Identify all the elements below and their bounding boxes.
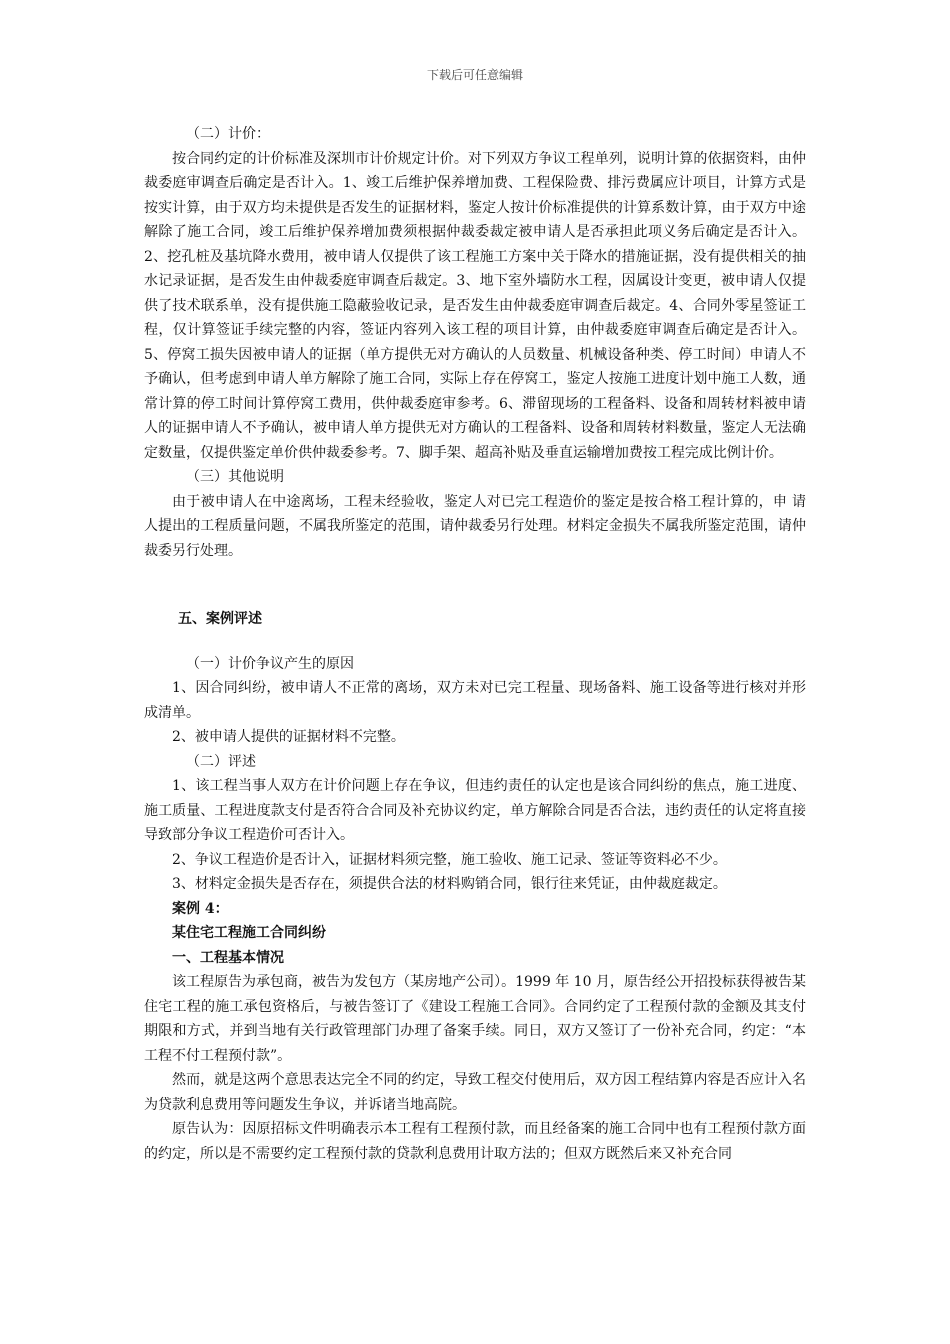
paragraph: 2、被申请人提供的证据材料不完整。 [172,729,405,745]
paragraph: 1、该工程当事人双方在计价问题上存在争议，但违约责任的认定也是该合同纠纷的焦点，施工进度、施工质量、工程进度款支付是否符合合同及补充协议约定，单方解除合同是否合法，违约责任的认定将直接导致部分争议工程造价可否计入。 [144,778,806,843]
section-heading: 某住宅工程施工合同纠纷 [172,925,326,941]
paragraph: 由于被申请人在中途离场，工程未经验收，鉴定人对已完工程造价的鉴定是按合格工程计算的，申 请人提出的工程质量问题，不属我所鉴定的范围，请仲裁委另行处理。材料定金损失不属我所鉴定范围，请仲裁委另行处理。 [144,493,806,559]
paragraph: 3、材料定金损失是否存在，须提供合法的材料购销合同，银行往来凭证，由仲裁庭裁定。 [172,876,727,892]
paragraph: 原告认为：因原招标文件明确表示本工程有工程预付款，而且经备案的施工合同中也有工程预付款方面的约定，所以是不需要约定工程预付款的贷款利息费用计取方法的；但双方既然后来又补充合同 [144,1121,806,1162]
section-heading: 一、工程基本情况 [172,949,284,966]
paragraph: （一）计价争议产生的原因 [186,655,354,672]
document-body [144,122,806,1166]
paragraph: （二）评述 [186,753,256,770]
spacer [144,632,806,652]
paragraph: 该工程原告为承包商，被告为发包方（某房地产公司）。1999 年 10 月，原告经公开招投标获得被告某住宅工程的施工承包资格后，与被告签订了《建设工程施工合同》。合同约定了工程预付款的金额及其支付期限和方式，并到当地有关行政管理部门办理了备案手续。同日，双方又签订了一份补充合同，约定：“本工程不付工程预付款”。 [144,974,806,1064]
paragraph: （三）其他说明 [186,469,284,485]
paragraph: 然而，就是这两个意思表达完全不同的约定，导致工程交付使用后，双方因工程结算内容是否应计入名为贷款利息费用等问题发生争议，并诉诸当地高院。 [144,1072,806,1113]
paragraph: 按合同约定的计价标准及深圳市计价规定计价。对下列双方争议工程单列，说明计算的依据资料，由仲裁委庭审调查后确定是否计入。1、竣工后维护保养增加费、工程保险费、排污费属应计项目，计算方式是按实计算，由于双方均未提供是否发生的证据材料，鉴定人按计价标准提供的计算系数计算，由于双方中途解除了施工合同，竣工后维护保养增加费须根据仲裁委裁定被申请人是否承担此项义务后确定是否计入。2、挖孔桩及基坑降水费用，被申请人仅提供了该工程施工方案中关于降水的措施证据，没有提供相关的抽水记录证据，是否发生由仲裁委庭审调查后裁定。3、地下室外墙防水工程，因属设计变更，被申请人仅提供了技术联系单，没有提供施工隐蔽验收记录，是否发生由仲裁委庭审调查后裁定。4、合同外零星签证工程，仅计算签证手续完整的内容，签证内容列入该工程的项目计算，由仲裁委庭审调查后确定是否计入。5、停窝工损失因被申请人的证据（单方提供无对方确认的人员数量、机械设备种类、停工时间）申请人不予确认，但考虑到申请人单方解除了施工合同，实际上存在停窝工，鉴定人按施工进度计划中施工人数，通常计算的停工时间计算停窝工费用，供仲裁委庭审参考。6、滞留现场的工程备料、设备和周转材料被申请人的证据申请人不予确认，被申请人单方提供无对方确认的工程备料、设备和周转材料数量，鉴定人无法确定数量，仅提供鉴定单价供仲裁委参考。7、脚手架、超高补贴及垂直运输增加费按工程完成比例计价。 [144,150,806,461]
paragraph: （二）计价： [186,126,270,142]
page-header: 下载后可任意编辑 [426,68,523,82]
section-heading: 五、案例评述 [178,611,262,627]
section-heading: 案例 4： [172,900,229,917]
paragraph: 2、争议工程造价是否计入，证据材料须完整，施工验收、施工记录、签证等资料必不少。 [172,851,727,868]
spacer [144,563,806,607]
paragraph: 1、因合同纠纷，被申请人不正常的离场，双方未对已完工程量、现场备料、施工设备等进行核对并形成清单。 [144,680,806,721]
